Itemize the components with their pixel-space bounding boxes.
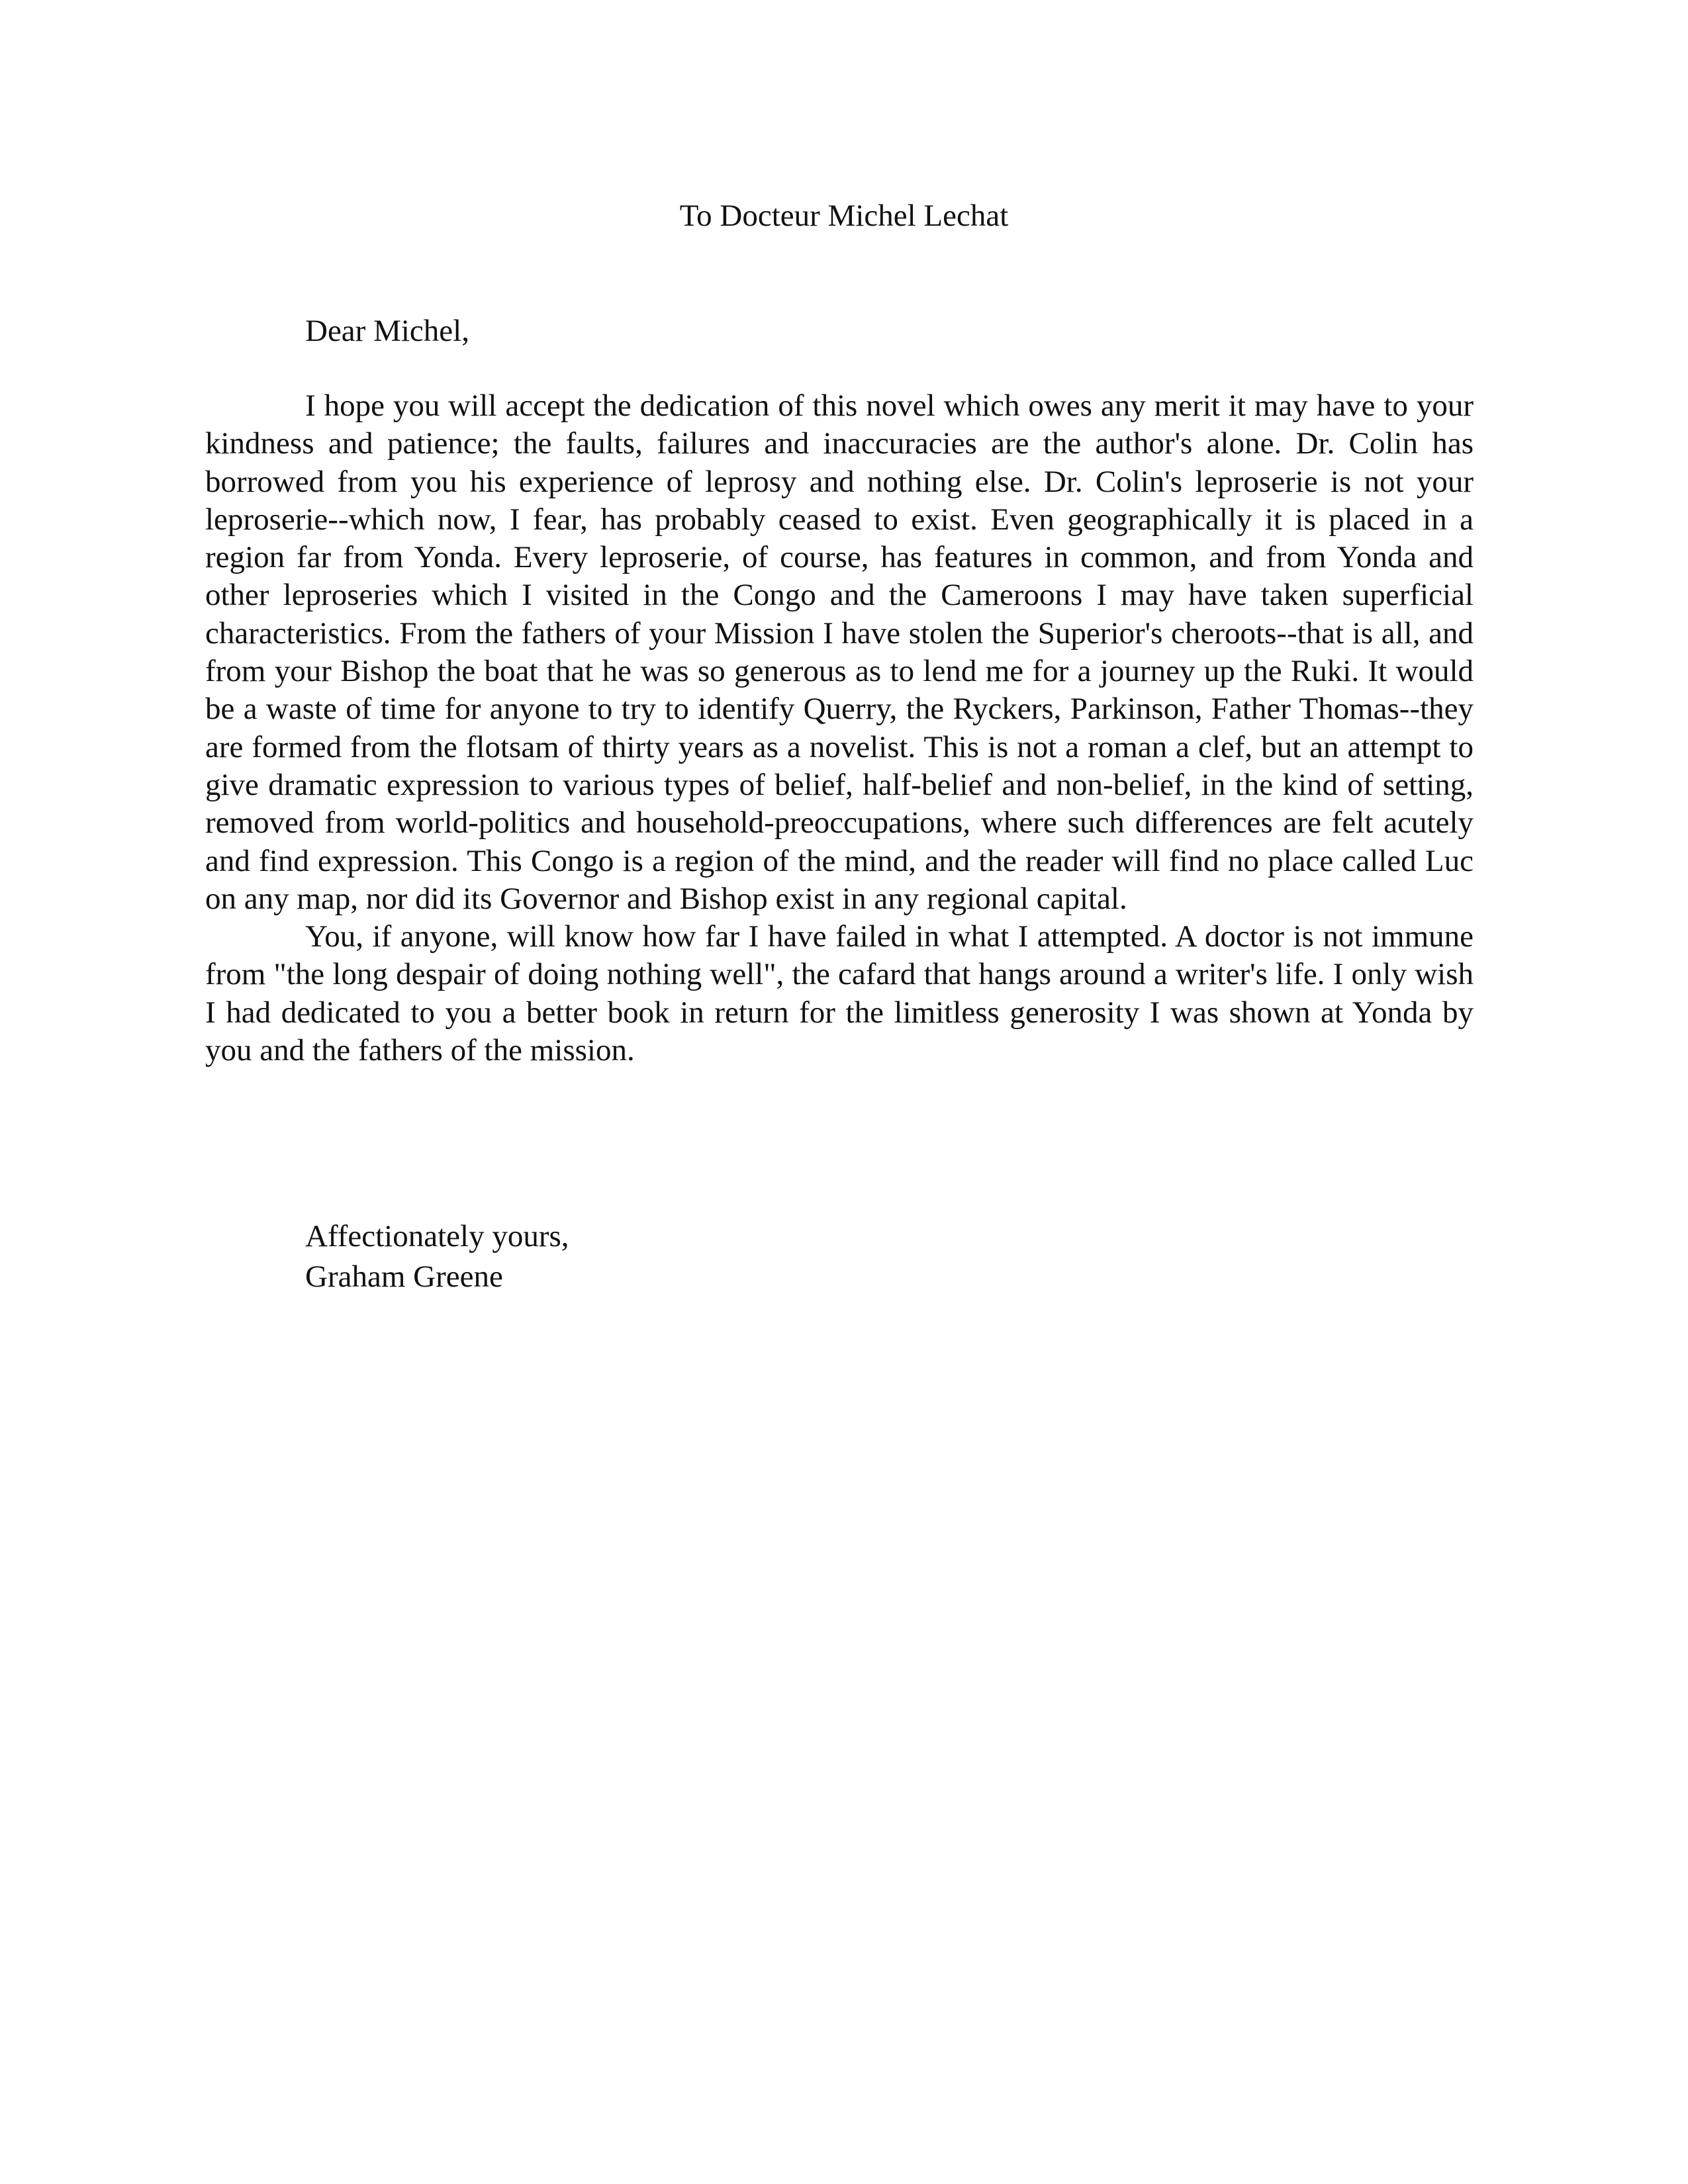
letter-body: [205, 387, 1474, 1069]
salutation: Dear Michel,: [305, 314, 469, 348]
dedication-title: To Docteur Michel Lechat: [679, 199, 1009, 233]
body-paragraph-1: I hope you will accept the dedication of this novel which owes any merit it may have to your kindness and patience; the faults, failures and inaccuracies are the author's alone. Dr. Colin has borrowed from you his experience of leprosy and nothing else. Dr. Colin's leproserie is not your leproserie--which now, I fear, has probably ceased to exist. Even geographically it is placed in a region far from Yonda. Every leproserie, of course, has features in common, and from Yonda and other leproseries which I visited in the Congo and the Cameroons I may have taken superficial characteristics. From the fathers of your Mission I have stolen the Superior's cheroots--that is all, and from your Bishop the boat that he was so generous as to lend me for a journey up the Ruki. It would be a waste of time for anyone to try to identify Querry, the Ryckers, Parkinson, Father Thomas--they are formed from the flotsam of thirty years as a novelist. This is not a roman a clef, but an attempt to give dramatic expression to various types of belief, half-belief and non-belief, in the kind of setting, removed from world-politics and household-preoccupations, where such differences are felt acutely and find expression. This Congo is a region of the mind, and the reader will find no place called Luc on any map, nor did its Governor and Bishop exist in any regional capital.: [205, 388, 1474, 916]
letter-closing: [305, 1216, 569, 1297]
body-paragraph-2: You, if anyone, will know how far I have failed in what I attempted. A doctor is not immune from "the long despair of doing nothing well", the cafard that hangs around a writer's life. I only wish I had dedicated to you a better book in return for the limitless generosity I was shown at Yonda by you and the fathers of the mission.: [205, 919, 1474, 1068]
signature: Graham Greene: [305, 1259, 503, 1294]
valediction: Affectionately yours,: [305, 1219, 569, 1253]
